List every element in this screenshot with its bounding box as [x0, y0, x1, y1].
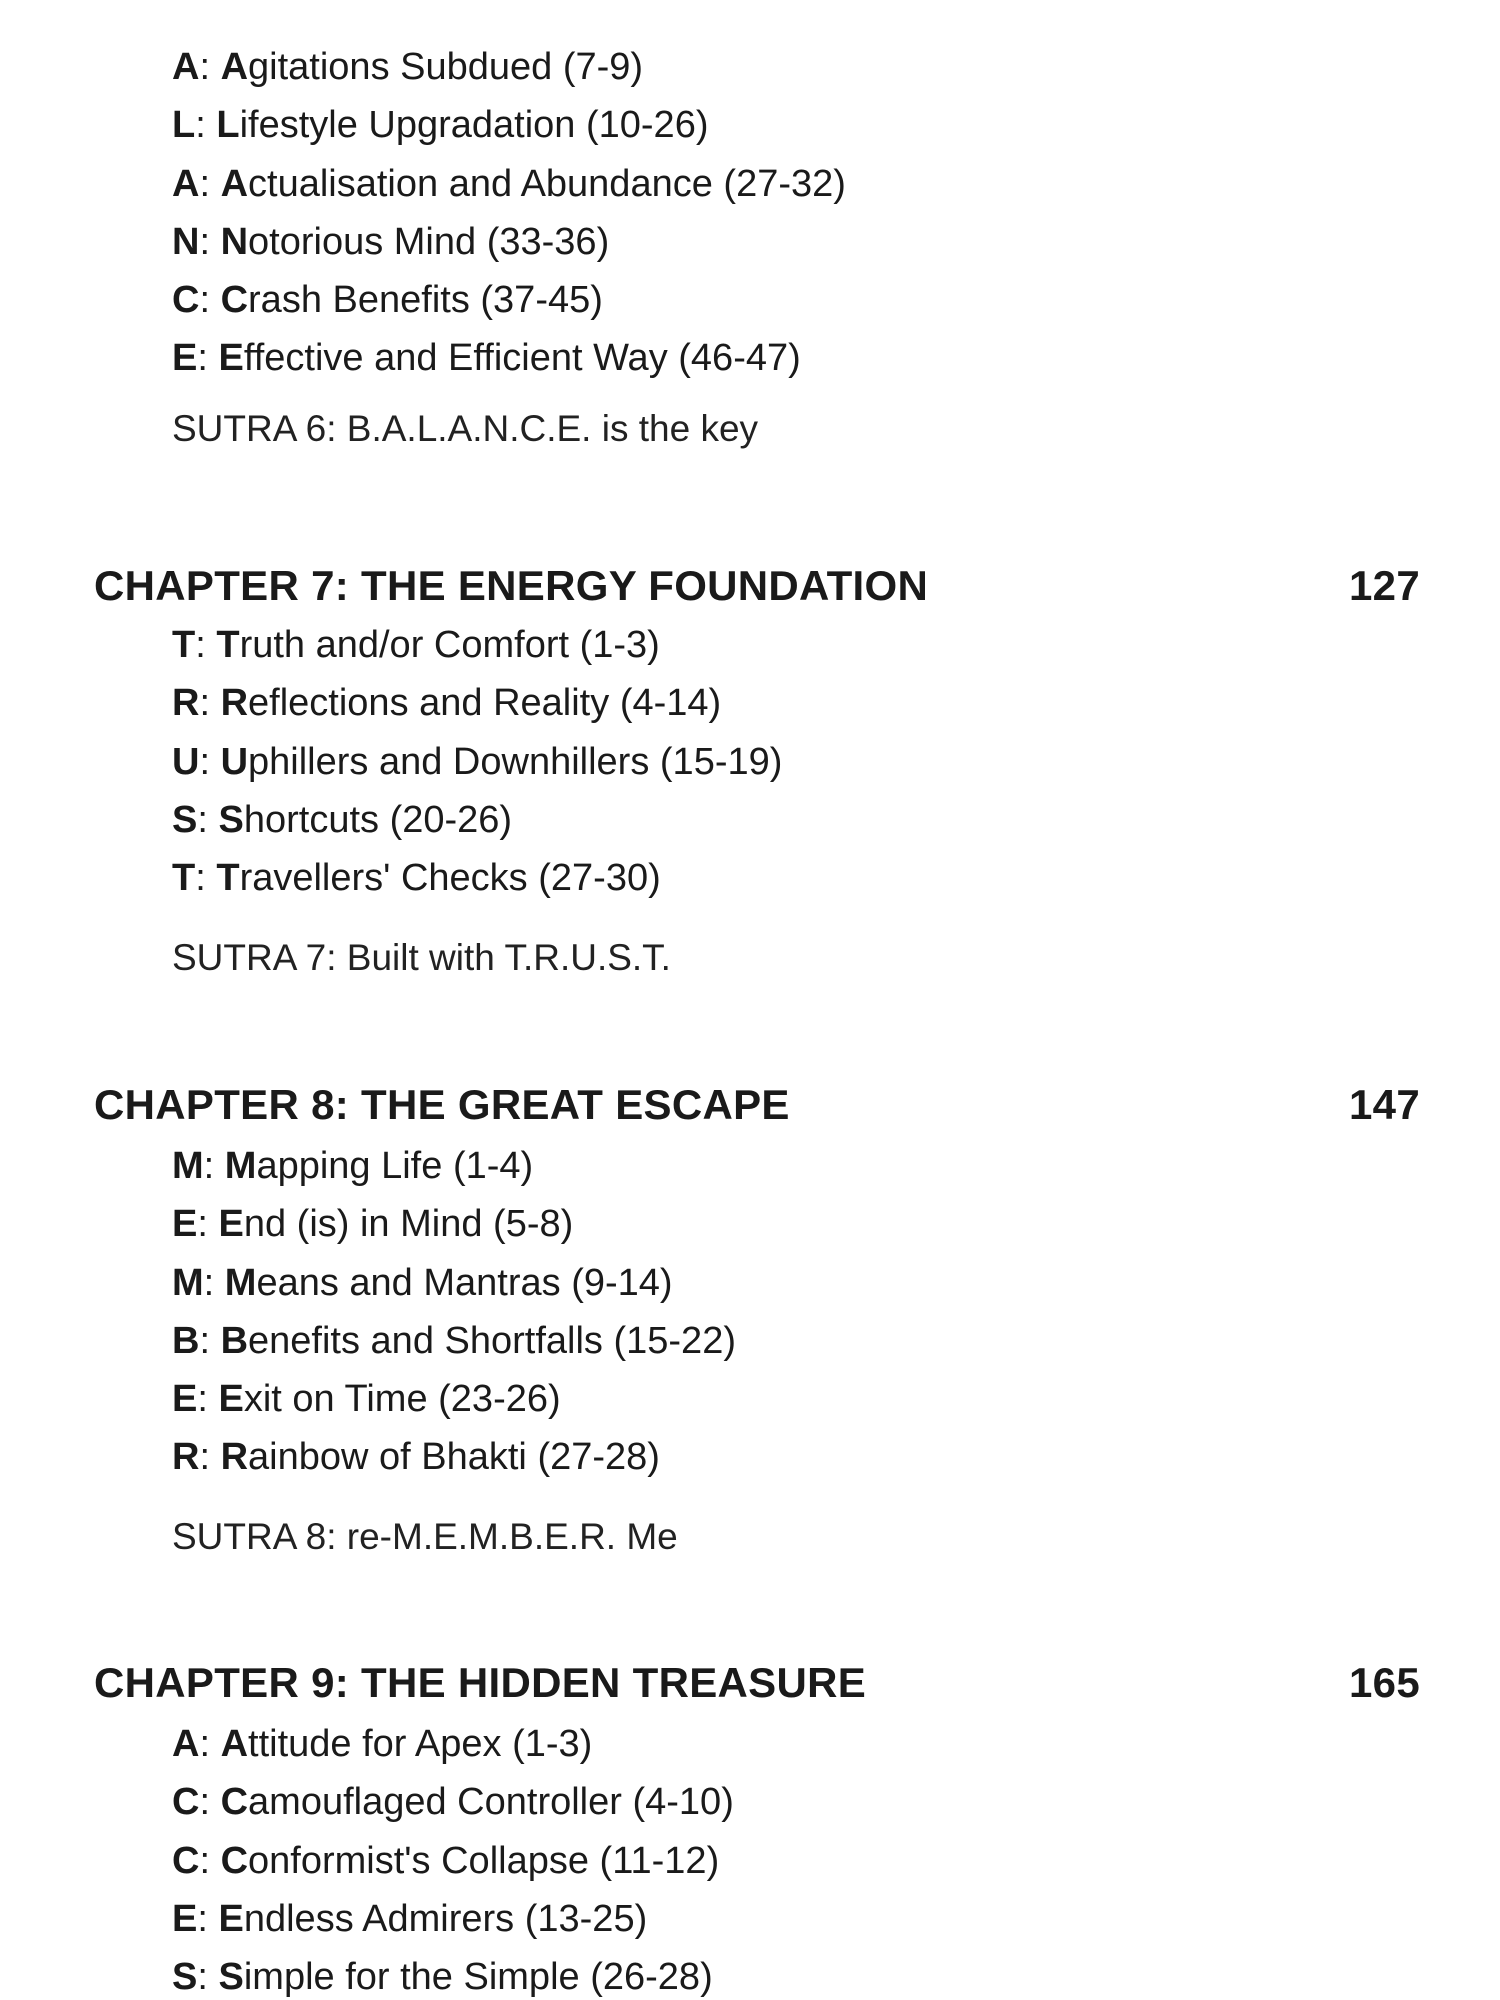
entry-range: (20-26)	[389, 799, 513, 841]
chapter-page-number: 165	[1349, 1659, 1420, 1706]
entry-range: (37-45)	[480, 279, 603, 321]
toc-entry[interactable]: C: Conformist's Collapse (11-12)	[172, 1840, 720, 1882]
entry-initial: T	[216, 857, 240, 899]
chapter-title: CHAPTER 7: THE ENERGY FOUNDATION	[94, 562, 929, 609]
entry-title: ifestyle Upgradation	[239, 104, 576, 146]
entry-key: M	[172, 1262, 204, 1304]
entry-title: ndless Admirers	[243, 1898, 515, 1940]
entry-key: C	[172, 279, 200, 321]
entry-range: (27-32)	[723, 163, 846, 205]
sutra-line: SUTRA 6: B.A.L.A.N.C.E. is the key	[172, 408, 759, 449]
entry-title: ttitude for Apex	[248, 1723, 502, 1765]
entry-key: E	[172, 1378, 198, 1420]
entry-initial: E	[218, 1203, 244, 1245]
entry-title: ctualisation and Abundance	[248, 163, 713, 205]
sutra-line: SUTRA 7: Built with T.R.U.S.T.	[172, 937, 671, 978]
entry-initial: R	[220, 682, 249, 724]
entry-title: hortcuts	[243, 799, 380, 841]
entry-range: (1-3)	[512, 1723, 593, 1765]
entry-key: E	[172, 337, 198, 379]
entry-title: ravellers' Checks	[239, 857, 528, 899]
entry-key: A	[172, 1723, 200, 1765]
chapter-title: CHAPTER 8: THE GREAT ESCAPE	[94, 1081, 790, 1128]
entry-key: B	[172, 1320, 200, 1362]
entry-initial: E	[218, 1378, 244, 1420]
entry-key: C	[172, 1781, 200, 1823]
toc-entry[interactable]: A: Agitations Subdued (7-9)	[172, 46, 644, 88]
entry-title: otorious Mind	[248, 221, 477, 263]
toc-entry[interactable]: M: Means and Mantras (9-14)	[172, 1262, 673, 1304]
toc-entry[interactable]: A: Actualisation and Abundance (27-32)	[172, 163, 846, 205]
toc-entry[interactable]: S: Simple for the Simple (26-28)	[172, 1956, 713, 1998]
entry-initial: E	[218, 1898, 244, 1940]
entry-title: enefits and Shortfalls	[248, 1320, 603, 1362]
chapter-heading[interactable]	[94, 1658, 1420, 1708]
chapter-page-number: 147	[1349, 1081, 1420, 1128]
entry-title: apping Life	[256, 1145, 443, 1187]
entry-key: U	[172, 741, 200, 783]
entry-title: imple for the Simple	[243, 1956, 580, 1998]
entry-key: E	[172, 1203, 198, 1245]
entry-key: C	[172, 1840, 200, 1882]
toc-entry[interactable]: T: Travellers' Checks (27-30)	[172, 857, 661, 899]
entry-initial: A	[220, 163, 249, 205]
entry-initial: N	[220, 221, 249, 263]
entry-title: phillers and Downhillers	[248, 741, 650, 783]
entry-initial: B	[220, 1320, 249, 1362]
toc-entry[interactable]: S: Shortcuts (20-26)	[172, 799, 513, 841]
entry-range: (46-47)	[678, 337, 801, 379]
toc-entry[interactable]: U: Uphillers and Downhillers (15-19)	[172, 741, 783, 783]
entry-key: L	[172, 104, 196, 146]
entry-initial: C	[220, 279, 249, 321]
entry-title: gitations Subdued	[248, 46, 553, 88]
chapter-title: CHAPTER 9: THE HIDDEN TREASURE	[94, 1659, 867, 1706]
entry-key: R	[172, 682, 200, 724]
toc-entry[interactable]: C: Crash Benefits (37-45)	[172, 279, 603, 321]
entry-range: (5-8)	[493, 1203, 574, 1245]
entry-range: (4-10)	[632, 1781, 734, 1823]
entry-range: (10-26)	[585, 104, 709, 146]
entry-initial: S	[218, 799, 244, 841]
entry-range: (26-28)	[590, 1956, 713, 1998]
toc-entry[interactable]: R: Reflections and Reality (4-14)	[172, 682, 722, 724]
entry-range: (1-3)	[579, 624, 660, 666]
entry-title: onformist's Collapse	[248, 1840, 589, 1882]
toc-entry[interactable]: E: End (is) in Mind (5-8)	[172, 1203, 574, 1245]
entry-key: A	[172, 46, 200, 88]
toc-entry[interactable]: A: Attitude for Apex (1-3)	[172, 1723, 593, 1765]
entry-key: A	[172, 163, 200, 205]
entry-initial: S	[218, 1956, 244, 1998]
entry-initial: L	[216, 104, 240, 146]
toc-entry[interactable]: N: Notorious Mind (33-36)	[172, 221, 610, 263]
entry-range: (1-4)	[452, 1145, 534, 1187]
toc-entry[interactable]: R: Rainbow of Bhakti (27-28)	[172, 1436, 660, 1478]
toc-entry[interactable]: E: Endless Admirers (13-25)	[172, 1898, 648, 1940]
entry-initial: A	[220, 46, 249, 88]
entry-range: (23-26)	[438, 1378, 561, 1420]
entry-range: (27-28)	[537, 1436, 660, 1478]
chapter-heading[interactable]	[94, 561, 1420, 611]
entry-title: ainbow of Bhakti	[248, 1436, 527, 1478]
entry-title: rash Benefits	[248, 279, 470, 321]
entry-key: R	[172, 1436, 200, 1478]
entry-range: (15-22)	[613, 1320, 736, 1362]
entry-range: (27-30)	[538, 857, 661, 899]
entry-initial: A	[220, 1723, 249, 1765]
entry-title: ruth and/or Comfort	[239, 624, 570, 666]
entry-initial: C	[220, 1840, 249, 1882]
entry-range: (4-14)	[619, 682, 722, 724]
entry-initial: M	[224, 1262, 257, 1304]
entry-range: (33-36)	[486, 221, 610, 263]
entry-key: E	[172, 1898, 198, 1940]
entry-key: N	[172, 221, 200, 263]
entry-key: T	[172, 624, 196, 666]
entry-range: (9-14)	[571, 1262, 673, 1304]
toc-entry[interactable]: E: Exit on Time (23-26)	[172, 1378, 561, 1420]
entry-key: S	[172, 1956, 198, 1998]
sutra-line: SUTRA 8: re-M.E.M.B.E.R. Me	[172, 1516, 678, 1557]
entry-initial: M	[224, 1145, 257, 1187]
entry-range: (13-25)	[524, 1898, 648, 1940]
entry-range: (15-19)	[659, 741, 783, 783]
entry-initial: C	[220, 1781, 249, 1823]
chapter-page-number: 127	[1349, 562, 1420, 609]
entry-initial: R	[220, 1436, 249, 1478]
entry-title: ffective and Efficient Way	[243, 337, 668, 379]
entry-initial: E	[218, 337, 244, 379]
toc-entry[interactable]: T: Truth and/or Comfort (1-3)	[172, 624, 660, 666]
entry-title: amouflaged Controller	[248, 1781, 622, 1823]
entry-title: eflections and Reality	[248, 682, 610, 724]
entry-range: (11-12)	[599, 1840, 720, 1882]
chapter-heading[interactable]	[94, 1080, 1420, 1130]
entry-key: T	[172, 857, 196, 899]
entry-initial: T	[216, 624, 240, 666]
entry-key: M	[172, 1145, 204, 1187]
entry-range: (7-9)	[562, 46, 644, 88]
entry-key: S	[172, 799, 198, 841]
toc-entry[interactable]: E: Effective and Efficient Way (46-47)	[172, 337, 801, 379]
toc-entry[interactable]: M: Mapping Life (1-4)	[172, 1145, 534, 1187]
entry-title: nd (is) in Mind	[243, 1203, 483, 1245]
entry-title: eans and Mantras	[256, 1262, 561, 1304]
toc-entry[interactable]: L: Lifestyle Upgradation (10-26)	[172, 104, 709, 146]
entry-title: xit on Time	[243, 1378, 428, 1420]
toc-entry[interactable]: B: Benefits and Shortfalls (15-22)	[172, 1320, 736, 1362]
entry-initial: U	[220, 741, 249, 783]
toc-entry[interactable]: C: Camouflaged Controller (4-10)	[172, 1781, 734, 1823]
